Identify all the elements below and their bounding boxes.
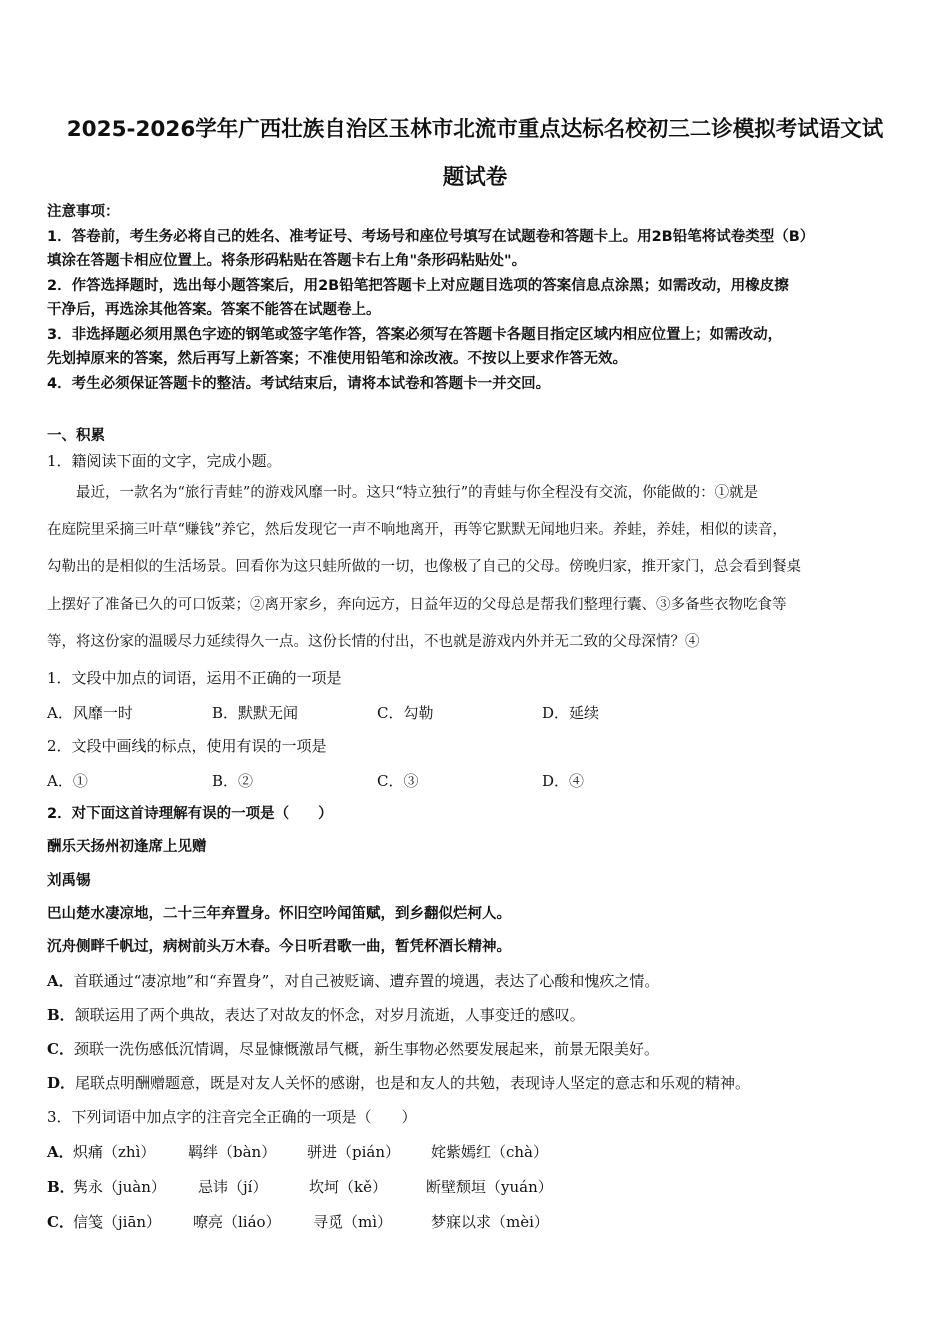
- option-d[interactable]: [47, 1073, 750, 1093]
- poem-line: 沉舟侧畔千帆过，病树前头万木春。今日听君歌一曲，暂凭杯酒长精神。: [47, 938, 511, 955]
- option-item: 断壁颓垣（yuán）: [426, 1178, 553, 1196]
- option-item: 姹紫嫣红（chà）: [431, 1143, 549, 1161]
- option-text: 首联通过“凄凉地”和“弃置身”，对自己被贬谪、遭弃置的境遇，表达了心酸和愧疚之情。: [73, 972, 660, 990]
- option-label: A．: [47, 972, 74, 990]
- option-item: 隽永（juàn）: [73, 1178, 166, 1196]
- option-text: 颈联一洗伤感低沉情调，尽显慷慨激昂气概，新生事物必然要发展起来，前景无限美好。: [73, 1040, 659, 1058]
- notice-line: 2．作答选择题时，选出每小题答案后，用2B铅笔把答题卡上对应题目选项的答案信息点涂黑；如需改动，用橡皮擦: [47, 278, 789, 294]
- passage-line: 等，将这份家的温暖尽力延续得久一点。这份长情的付出，不也就是游戏内外并无二致的父母深情？④: [47, 634, 700, 650]
- notice-heading: 注意事项：: [47, 204, 120, 220]
- option-b[interactable]: B．默默无闻: [212, 704, 299, 722]
- option-item: 嘹亮（liáo）: [193, 1213, 281, 1231]
- document-title-line1: 2025-2026学年广西壮族自治区玉林市北流市重点达标名校初三二诊模拟考试语文试: [66, 117, 884, 142]
- option-item: 梦寐以求（mèi）: [431, 1213, 549, 1231]
- option-item: 信笺（jiān）: [73, 1213, 162, 1231]
- option-label: D．: [47, 1074, 76, 1092]
- option-item: 坎坷（kě）: [309, 1178, 387, 1196]
- option-c-label[interactable]: C．: [47, 1213, 74, 1231]
- question-2-stem: 2．对下面这首诗理解有误的一项是（ ）: [47, 806, 333, 822]
- option-d[interactable]: D．④: [542, 772, 585, 790]
- section-heading: 一、积累: [47, 428, 105, 444]
- option-b-label[interactable]: B．: [47, 1178, 75, 1196]
- passage-line: 在庭院里采摘三叶草“赚钱”养它，然后发现它一声不响地离开，再等它默默无闻地归来。养蛙，养娃，相似的读音，: [47, 522, 787, 538]
- option-text: 尾联点明酬赠题意，既是对友人关怀的感谢，也是和友人的共勉，表现诗人坚定的意志和乐观的精神。: [75, 1074, 751, 1092]
- option-a-label[interactable]: A．: [47, 1143, 74, 1161]
- poem-line: 巴山楚水凄凉地，二十三年弃置身。怀旧空吟闻笛赋，到乡翻似烂柯人。: [47, 905, 511, 922]
- passage-line: 勾勒出的是相似的生活场景。回看你为这只蛙所做的一切，也像极了自己的父母。傍晚归家，推开家门，总会看到餐桌: [47, 559, 801, 575]
- poem-title: 酬乐天扬州初逢席上见赠: [47, 838, 207, 855]
- option-a[interactable]: A．风靡一时: [47, 704, 133, 722]
- option-label: C．: [47, 1040, 74, 1058]
- option-a[interactable]: [47, 971, 659, 991]
- document-title-line2: 题试卷: [442, 165, 508, 190]
- passage-line: 上摆好了准备已久的可口饭菜；②离开家乡，奔向远方，日益年迈的父母总是帮我们整理行囊、③多备些衣物吃食等: [47, 597, 787, 613]
- notice-line: 先划掉原来的答案，然后再写上新答案；不准使用铅笔和涂改液。不按以上要求作答无效。: [47, 351, 627, 367]
- option-item: 羁绊（bàn）: [188, 1143, 277, 1161]
- notice-line: 干净后，再选涂其他答案。答案不能答在试题卷上。: [47, 302, 381, 318]
- option-label: B．: [47, 1006, 75, 1024]
- subquestion-2-stem: 2．文段中画线的标点，使用有误的一项是: [47, 737, 327, 755]
- passage-line: 最近，一款名为“旅行青蛙”的游戏风靡一时。这只“特立独行”的青蛙与你全程没有交流，你能做的：①就是: [47, 485, 759, 501]
- notice-line: 4．考生必须保证答题卡的整洁。考试结束后，请将本试卷和答题卡一并交回。: [47, 376, 551, 392]
- option-b[interactable]: [47, 1005, 585, 1025]
- question-1-stem: 1．籍阅读下面的文字，完成小题。: [47, 452, 282, 470]
- option-c[interactable]: C．③: [377, 772, 419, 790]
- option-d[interactable]: D．延续: [542, 704, 600, 722]
- option-item: 寻觅（mì）: [313, 1213, 393, 1231]
- notice-line: 1．答卷前，考生务必将自己的姓名、准考证号、考场号和座位号填写在试题卷和答题卡上。用2B铅笔将试卷类型（B）: [47, 229, 815, 245]
- option-item: 炽痛（zhì）: [73, 1143, 156, 1161]
- option-b[interactable]: B．②: [212, 772, 254, 790]
- option-item: 骈进（pián）: [307, 1143, 401, 1161]
- option-c[interactable]: [47, 1039, 659, 1059]
- question-3-stem: 3．下列词语中加点字的注音完全正确的一项是（ ）: [47, 1108, 417, 1126]
- subquestion-1-stem: 1．文段中加点的词语，运用不正确的一项是: [47, 669, 342, 687]
- option-a[interactable]: A．①: [47, 772, 88, 790]
- notice-line: 3．非选择题必须用黑色字迹的钢笔或签字笔作答，答案必须写在答题卡各题目指定区域内相应位置上；如需改动，: [47, 327, 783, 343]
- notice-line: 填涂在答题卡相应位置上。将条形码粘贴在答题卡右上角"条形码粘贴处"。: [47, 253, 527, 269]
- poem-author: 刘禹锡: [47, 872, 91, 889]
- option-text: 颔联运用了两个典故，表达了对故友的怀念，对岁月流逝，人事变迁的感叹。: [74, 1006, 585, 1024]
- option-item: 忌讳（jí）: [198, 1178, 268, 1196]
- option-c[interactable]: C．勾勒: [377, 704, 434, 722]
